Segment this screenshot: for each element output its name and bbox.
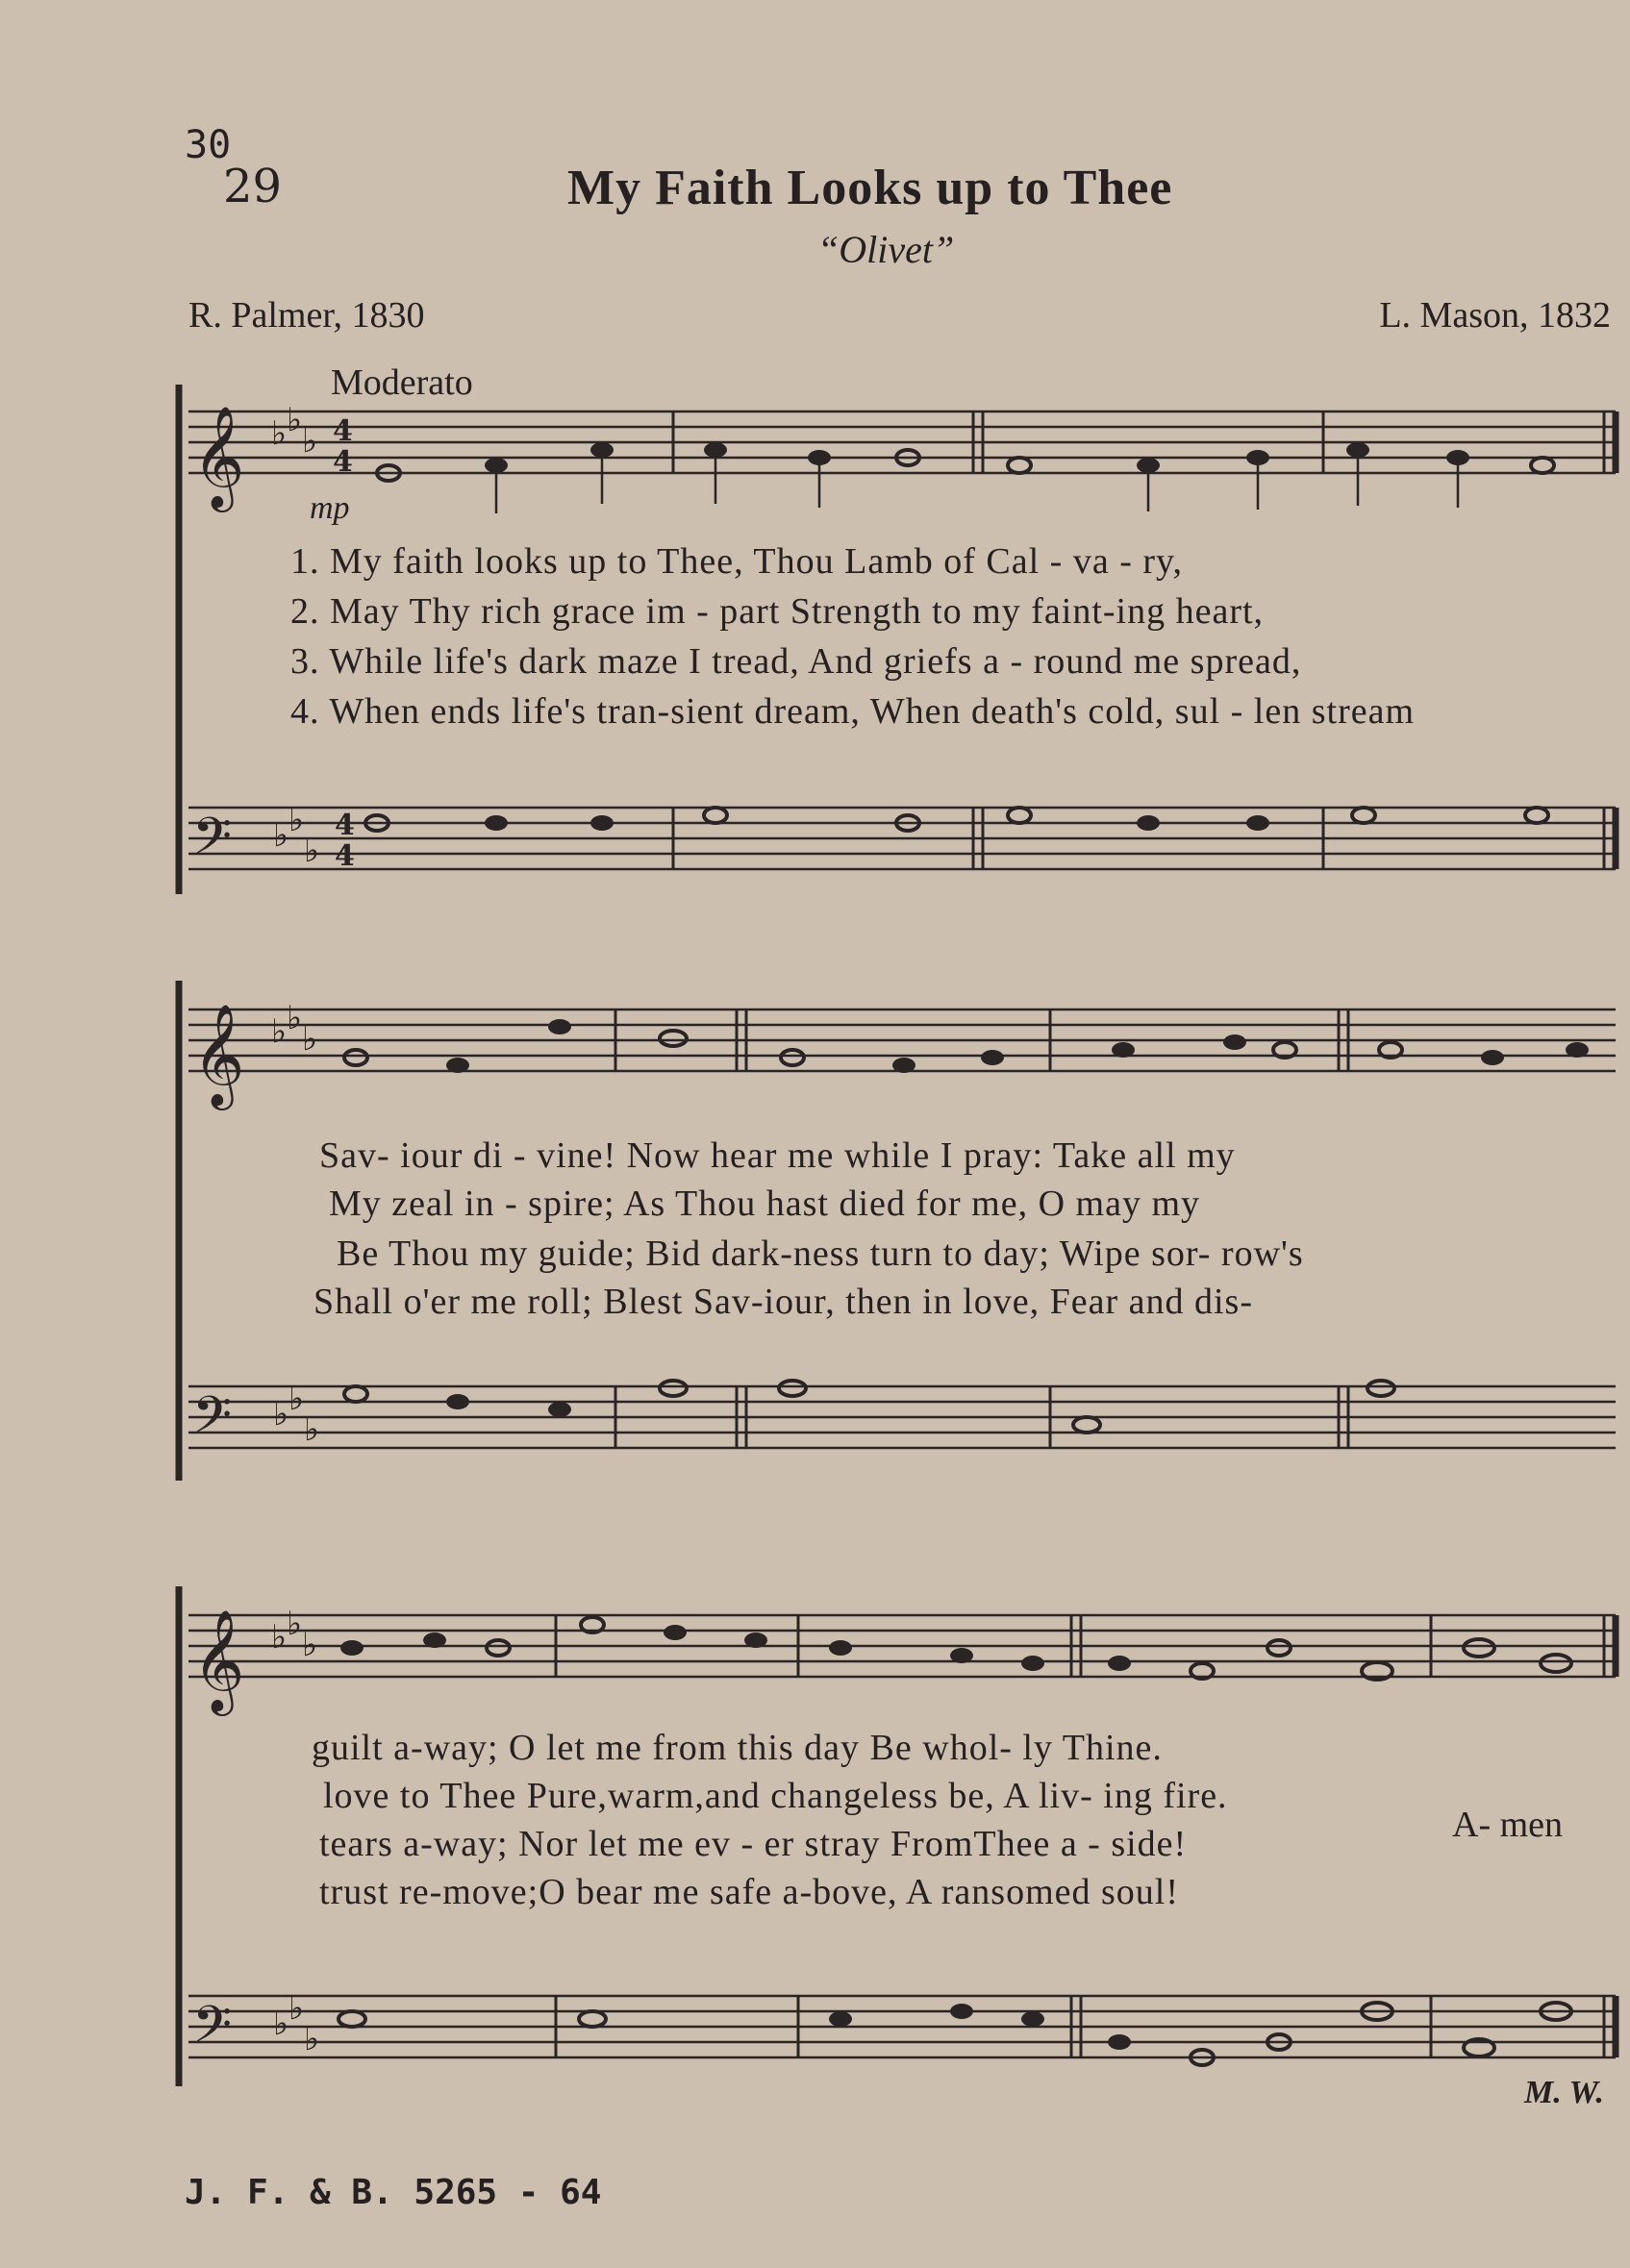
svg-text:♭: ♭: [302, 422, 318, 461]
svg-text:𝄢: 𝄢: [192, 1996, 233, 2067]
svg-text:♭: ♭: [302, 1020, 318, 1059]
svg-text:♭: ♭: [304, 2020, 320, 2058]
svg-text:𝄞: 𝄞: [192, 1003, 245, 1106]
lyric-system-1-verse-2: 2. May Thy rich grace im - part Strength to my faint-ing heart,: [290, 591, 1265, 632]
lyric-system-3-verse-4: trust re-move;O bear me safe a-bove, A ransomed soul!: [319, 1872, 1180, 1912]
system-2-treble-staff: [188, 999, 1616, 1110]
svg-text:♭: ♭: [271, 414, 288, 453]
tempo-marking: Moderato: [331, 362, 473, 403]
svg-text:♭: ♭: [287, 1605, 303, 1643]
lyric-system-2-verse-2: My zeal in - spire; As Thou hast died for me, O may my: [329, 1184, 1201, 1224]
hymn-title: My Faith Looks up to Thee: [567, 161, 1173, 215]
system-2-bass-staff: [188, 1380, 1616, 1458]
author-credit: R. Palmer, 1830: [188, 295, 425, 336]
svg-text:♭: ♭: [273, 1395, 289, 1433]
svg-text:♭: ♭: [304, 832, 320, 870]
svg-text:4: 4: [335, 809, 355, 842]
tune-name: “Olivet”: [817, 228, 955, 271]
lyric-system-3-verse-1: guilt a-way; O let me from this day Be whol- ly Thine.: [312, 1728, 1163, 1768]
lyric-system-2-verse-3: Be Thou my guide; Bid dark-ness turn to day; Wipe sor- row's: [337, 1234, 1304, 1274]
system-3-treble-staff: [188, 1605, 1616, 1716]
svg-text:♭: ♭: [273, 816, 289, 855]
system-1-bass-staff: [188, 801, 1616, 879]
composer-credit: L. Mason, 1832: [1379, 295, 1611, 336]
page-number: 30: [185, 123, 232, 167]
lyric-system-1-verse-4: 4. When ends life's tran-sient dream, When death's cold, sul - len stream: [290, 691, 1416, 732]
svg-text:♭: ♭: [271, 1012, 288, 1051]
svg-text:𝄞: 𝄞: [192, 405, 245, 508]
svg-text:4: 4: [333, 445, 353, 479]
plate-number: J. F. & B. 5265 - 64: [185, 2173, 602, 2212]
lyric-system-2-verse-4: Shall o'er me roll; Blest Sav-iour, then in love, Fear and dis-: [313, 1282, 1253, 1322]
svg-text:♭: ♭: [287, 999, 303, 1037]
svg-text:♭: ♭: [302, 1626, 318, 1664]
amen-text: A- men: [1452, 1805, 1564, 1845]
arranger-monogram: M. W.: [1524, 2075, 1604, 2110]
lyric-system-1-verse-3: 3. While life's dark maze I tread, And griefs a - round me spread,: [290, 641, 1302, 682]
lyric-system-1-verse-1: 1. My faith looks up to Thee, Thou Lamb of Cal - va - ry,: [290, 541, 1184, 582]
svg-text:4: 4: [333, 414, 353, 448]
lyric-system-3-verse-3: tears a-way; Nor let me ev - er stray FromThee a - side!: [319, 1824, 1188, 1864]
svg-text:♭: ♭: [271, 1618, 288, 1657]
svg-text:♭: ♭: [288, 1380, 305, 1418]
svg-text:♭: ♭: [288, 1989, 305, 2028]
system-1-treble-staff: [188, 401, 1616, 513]
lyric-system-3-verse-2: love to Thee Pure,warm,and changeless be, A liv- ing fire.: [323, 1776, 1228, 1816]
svg-text:♭: ♭: [273, 2005, 289, 2043]
svg-text:𝄞: 𝄞: [192, 1608, 245, 1711]
svg-text:𝄢: 𝄢: [192, 808, 233, 879]
svg-text:♭: ♭: [287, 401, 303, 439]
svg-text:4: 4: [335, 839, 355, 873]
svg-text:𝄢: 𝄢: [192, 1386, 233, 1458]
hymn-number: 29: [223, 160, 283, 213]
lyric-system-2-verse-1: Sav- iour di - vine! Now hear me while I pray: Take all my: [319, 1135, 1236, 1176]
dynamic-marking: mp: [310, 490, 350, 526]
svg-text:♭: ♭: [288, 801, 305, 839]
system-3-bass-staff: [188, 1989, 1616, 2067]
svg-text:♭: ♭: [304, 1410, 320, 1449]
